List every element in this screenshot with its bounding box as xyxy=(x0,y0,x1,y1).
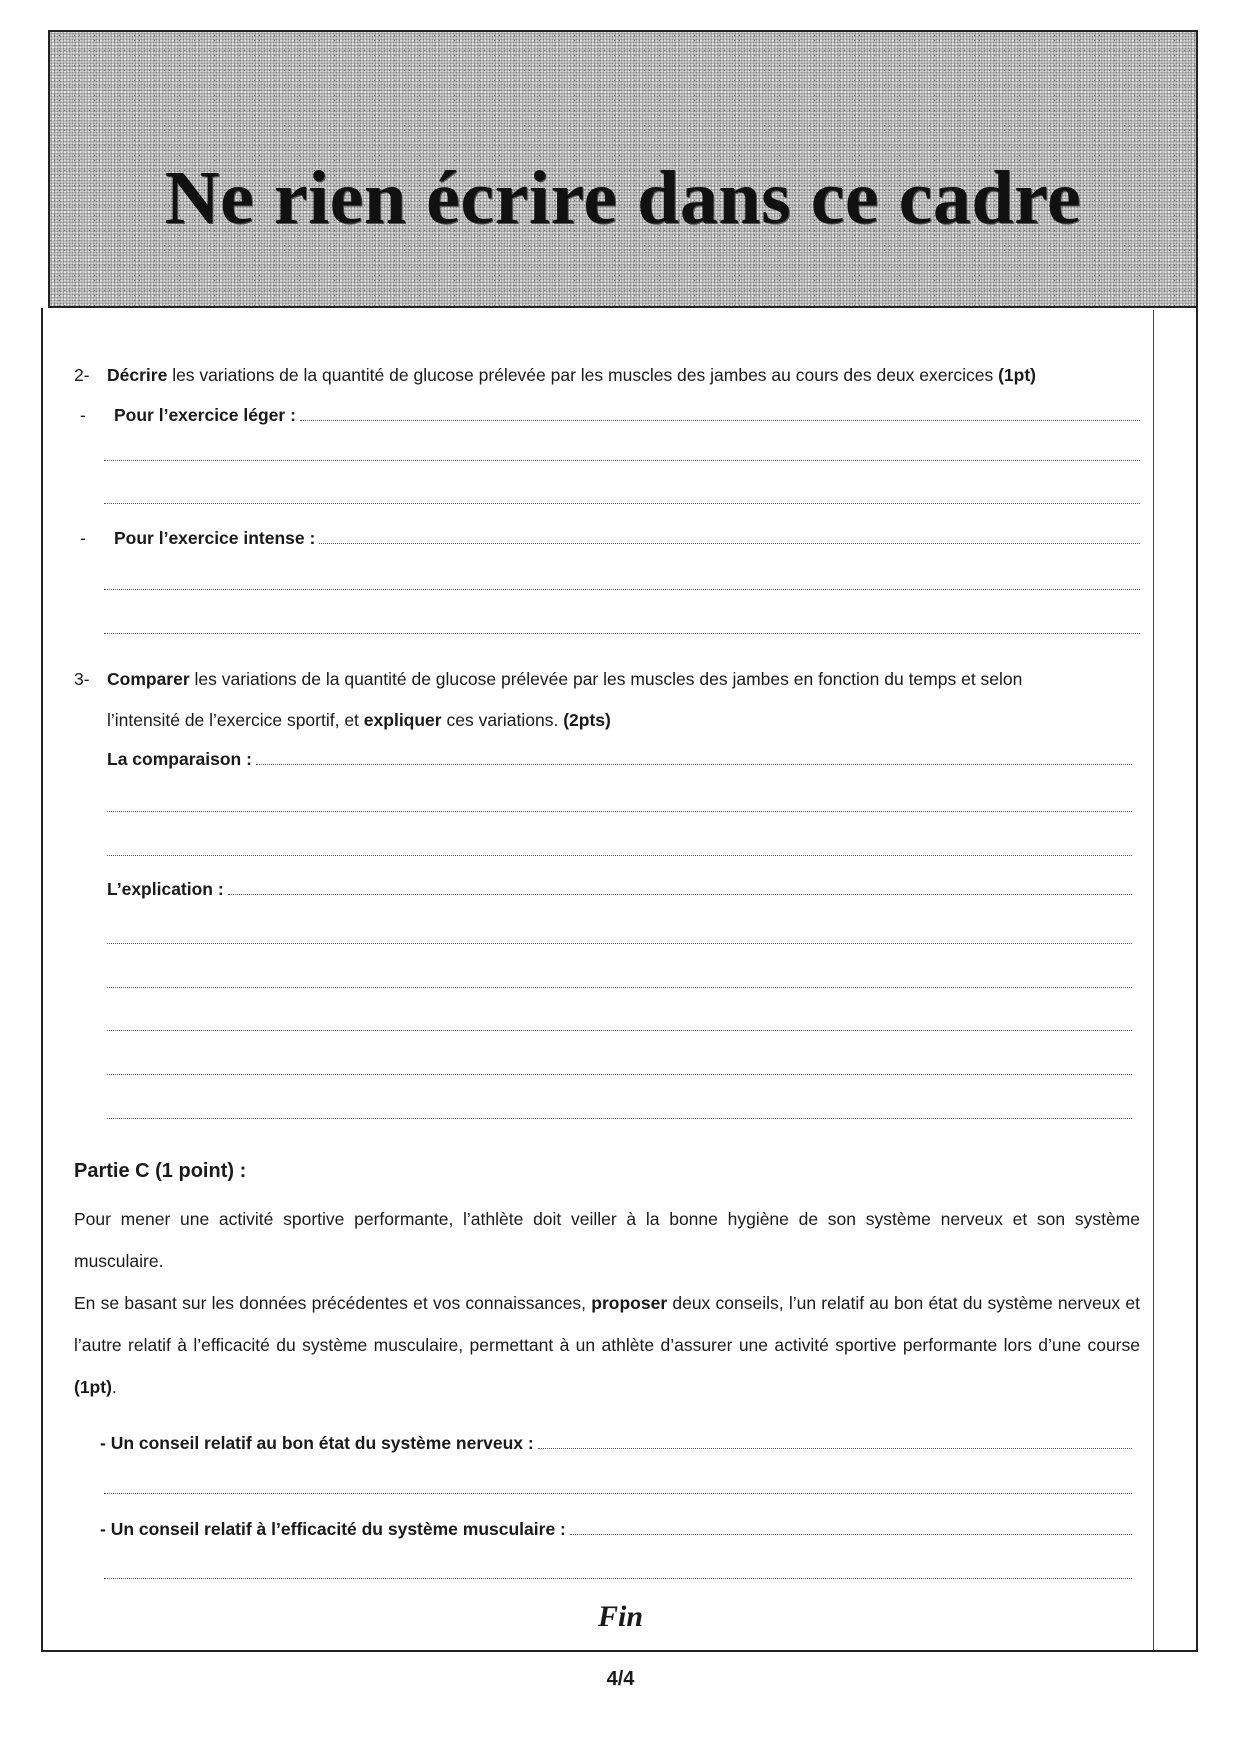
advice-muscular-label: - Un conseil relatif à l’efficacité du système musculaire : xyxy=(100,1519,566,1539)
answer-line[interactable] xyxy=(107,943,1132,944)
question-text: les variations de la quantité de glucose prélevée par les muscles des jambes en fonction du temps et selon xyxy=(189,669,1023,689)
no-write-box xyxy=(48,30,1198,308)
comparison-label: La comparaison : xyxy=(107,749,252,769)
question-number: 3- xyxy=(74,669,90,689)
question-verb: Comparer xyxy=(107,669,190,689)
answer-line[interactable] xyxy=(107,1074,1132,1075)
question-2 xyxy=(74,360,1140,386)
question-text: les variations de la quantité de glucose prélevée par les muscles des jambes au cours des deux exercices xyxy=(167,365,999,385)
answer-line-light[interactable]: - Pour l’exercice léger : xyxy=(74,400,1140,426)
answer-dots[interactable] xyxy=(538,1448,1132,1449)
advice-nervous-line[interactable] xyxy=(100,1428,1132,1454)
answer-line[interactable] xyxy=(104,1578,1132,1579)
answer-dots[interactable] xyxy=(570,1534,1132,1535)
explanation-label: L’explication : xyxy=(107,879,224,899)
question-3 xyxy=(74,664,1140,690)
answer-line[interactable] xyxy=(104,633,1140,634)
question-3-continued: l’intensité de l’exercice sportif, et expliquer ces variations. (2pts) xyxy=(107,710,611,730)
question-verb: Décrire xyxy=(107,365,168,385)
answer-line[interactable] xyxy=(107,1118,1132,1119)
question-number: 2- xyxy=(74,365,90,385)
answer-line[interactable] xyxy=(107,1030,1132,1031)
answer-line[interactable] xyxy=(104,1493,1132,1494)
answer-line[interactable] xyxy=(104,460,1140,461)
answer-line[interactable] xyxy=(107,987,1132,988)
no-write-title: Ne rien écrire dans ce cadre xyxy=(164,156,1082,240)
answer-line[interactable] xyxy=(104,503,1140,504)
question-verb: expliquer xyxy=(363,710,442,730)
answer-dots[interactable] xyxy=(319,543,1140,544)
answer-dots[interactable] xyxy=(228,894,1132,895)
answer-line[interactable] xyxy=(104,589,1140,590)
answer-label-light: Pour l’exercice léger : xyxy=(114,405,296,425)
question-points: (1pt) xyxy=(998,365,1036,385)
partie-c-title: Partie C (1 point) : xyxy=(74,1160,247,1182)
instruction-points: (1pt) xyxy=(74,1377,112,1397)
answer-dots[interactable] xyxy=(256,764,1132,765)
answer-line-intense[interactable]: - Pour l’exercice intense : xyxy=(74,523,1140,549)
partie-c-intro: Pour mener une activité sportive performante, l’athlète doit veiller à la bonne hygiène de son système nerveux et son système musculaire. xyxy=(74,1209,1140,1271)
answer-label-intense: Pour l’exercice intense : xyxy=(114,528,316,548)
partie-c-instruction: En se basant sur les données précédentes et vos connaissances, proposer deux conseils, l’un relatif au bon état du système nerveux et l’autre relatif à l’efficacité du système musculaire, permettant à un athlète d’assurer une activité sportive performante lors d’une course (1pt). xyxy=(74,1293,1140,1397)
answer-line[interactable] xyxy=(107,855,1132,856)
page-number: 4/4 xyxy=(606,1668,635,1690)
instruction-verb: proposer xyxy=(591,1293,668,1313)
question-points: (2pts) xyxy=(563,710,611,730)
answer-line[interactable] xyxy=(107,811,1132,812)
comparison-line[interactable] xyxy=(107,744,1132,770)
answer-dots[interactable] xyxy=(300,420,1140,421)
margin-line xyxy=(1153,310,1154,1650)
advice-nervous-label: - Un conseil relatif au bon état du système nerveux : xyxy=(100,1433,534,1453)
end-marker: Fin xyxy=(597,1600,644,1633)
explanation-line[interactable] xyxy=(107,874,1132,900)
advice-muscular-line[interactable] xyxy=(100,1514,1132,1540)
